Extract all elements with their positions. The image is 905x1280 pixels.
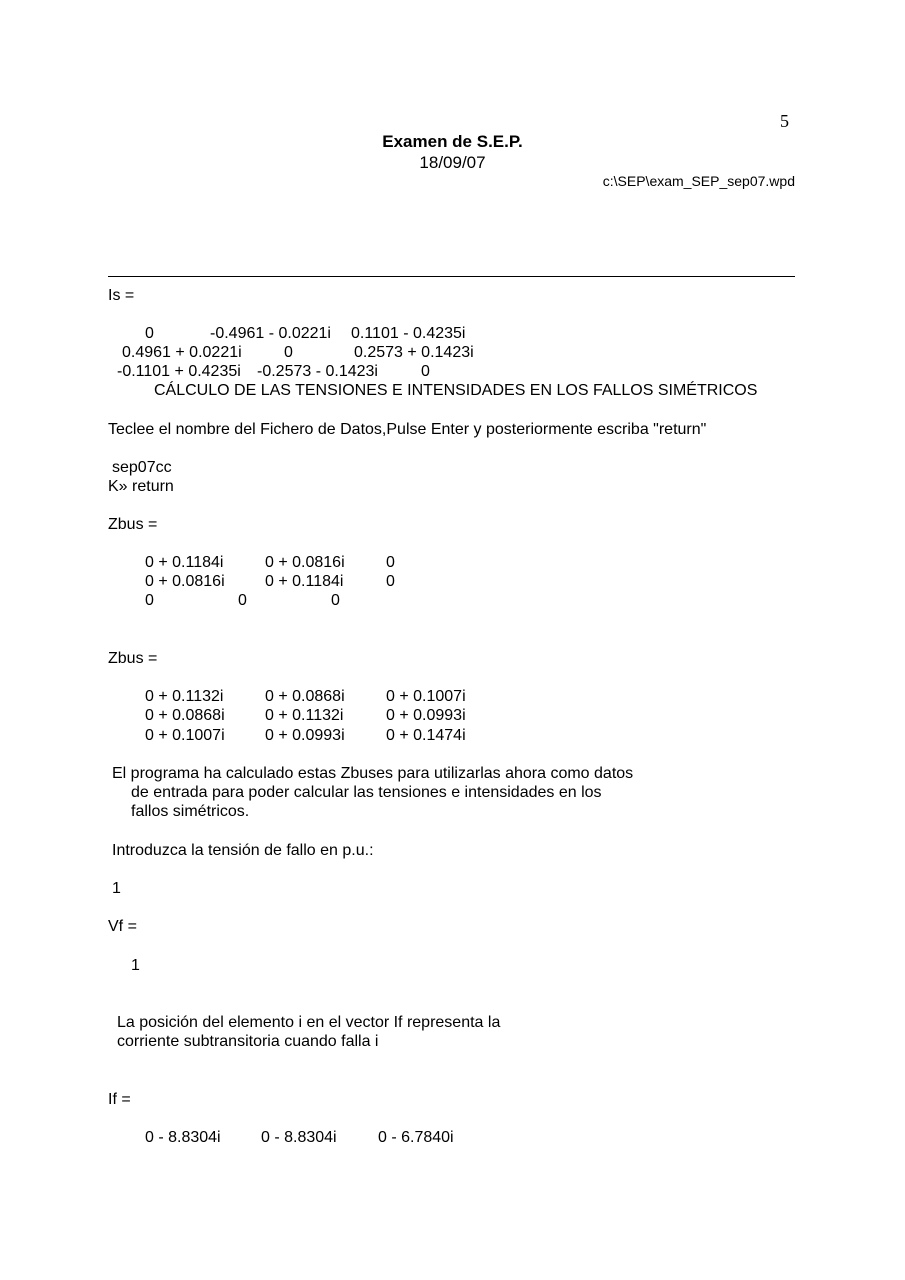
zbus1-label: Zbus = [108, 516, 158, 533]
zbus1-cell: 0 + 0.1184i [265, 573, 344, 590]
zbus2-cell: 0 + 0.1132i [265, 707, 344, 724]
vf-label: Vf = [108, 918, 137, 935]
zbus1-cell: 0 [386, 573, 395, 590]
vf-value: 1 [131, 957, 140, 974]
is-cell: 0.2573 + 0.1423i [354, 344, 474, 361]
zbus2-cell: 0 + 0.1474i [386, 727, 466, 744]
is-label: Is = [108, 287, 135, 304]
explanation-line: de entrada para poder calcular las tensiones e intensidades en los [131, 784, 602, 801]
is-cell: 0 [145, 325, 154, 342]
is-cell: -0.2573 - 0.1423i [257, 363, 378, 380]
header-divider [108, 276, 795, 277]
zbus2-cell: 0 + 0.1132i [145, 688, 224, 705]
zbus2-cell: 0 + 0.0993i [386, 707, 466, 724]
zbus1-cell: 0 + 0.1184i [145, 554, 224, 571]
if-label: If = [108, 1091, 131, 1108]
zbus1-cell: 0 + 0.0816i [265, 554, 345, 571]
note-line: La posición del elemento i en el vector If representa la [117, 1014, 501, 1031]
is-cell: 0 [284, 344, 293, 361]
is-cell: 0 [421, 363, 430, 380]
fault-prompt: Introduzca la tensión de fallo en p.u.: [112, 842, 374, 859]
page-number: 5 [780, 111, 789, 131]
explanation-line: fallos simétricos. [131, 803, 250, 820]
explanation-line: El programa ha calculado estas Zbuses para utilizarlas ahora como datos [112, 765, 634, 782]
if-value: 0 - 6.7840i [378, 1129, 454, 1146]
note-line: corriente subtransitoria cuando falla i [117, 1033, 379, 1050]
is-cell: -0.1101 + 0.4235i [117, 363, 241, 380]
zbus1-cell: 0 [331, 592, 340, 609]
zbus1-cell: 0 [145, 592, 154, 609]
is-cell: 0.1101 - 0.4235i [351, 325, 466, 342]
zbus1-cell: 0 + 0.0816i [145, 573, 225, 590]
zbus2-cell: 0 + 0.0868i [265, 688, 345, 705]
if-value: 0 - 8.8304i [145, 1129, 221, 1146]
zbus1-cell: 0 [386, 554, 395, 571]
zbus2-label: Zbus = [108, 650, 158, 667]
zbus2-cell: 0 + 0.0993i [265, 727, 345, 744]
input-file: sep07cc [112, 459, 172, 476]
is-cell: 0.4961 + 0.0221i [122, 344, 242, 361]
zbus2-cell: 0 + 0.1007i [145, 727, 225, 744]
return-command: K» return [108, 478, 174, 495]
document-date: 18/09/07 [419, 153, 486, 172]
is-cell: -0.4961 - 0.0221i [210, 325, 331, 342]
section-heading: CÁLCULO DE LAS TENSIONES E INTENSIDADES EN LOS FALLOS SIMÉTRICOS [154, 382, 758, 399]
document-title: Examen de S.E.P. [382, 132, 523, 151]
if-value: 0 - 8.8304i [261, 1129, 337, 1146]
file-path: c:\SEP\exam_SEP_sep07.wpd [602, 173, 795, 189]
fault-input: 1 [112, 880, 121, 897]
prompt-text: Teclee el nombre del Fichero de Datos,Pulse Enter y posteriormente escriba "return" [108, 421, 707, 438]
zbus2-cell: 0 + 0.1007i [386, 688, 466, 705]
zbus1-cell: 0 [238, 592, 247, 609]
zbus2-cell: 0 + 0.0868i [145, 707, 225, 724]
